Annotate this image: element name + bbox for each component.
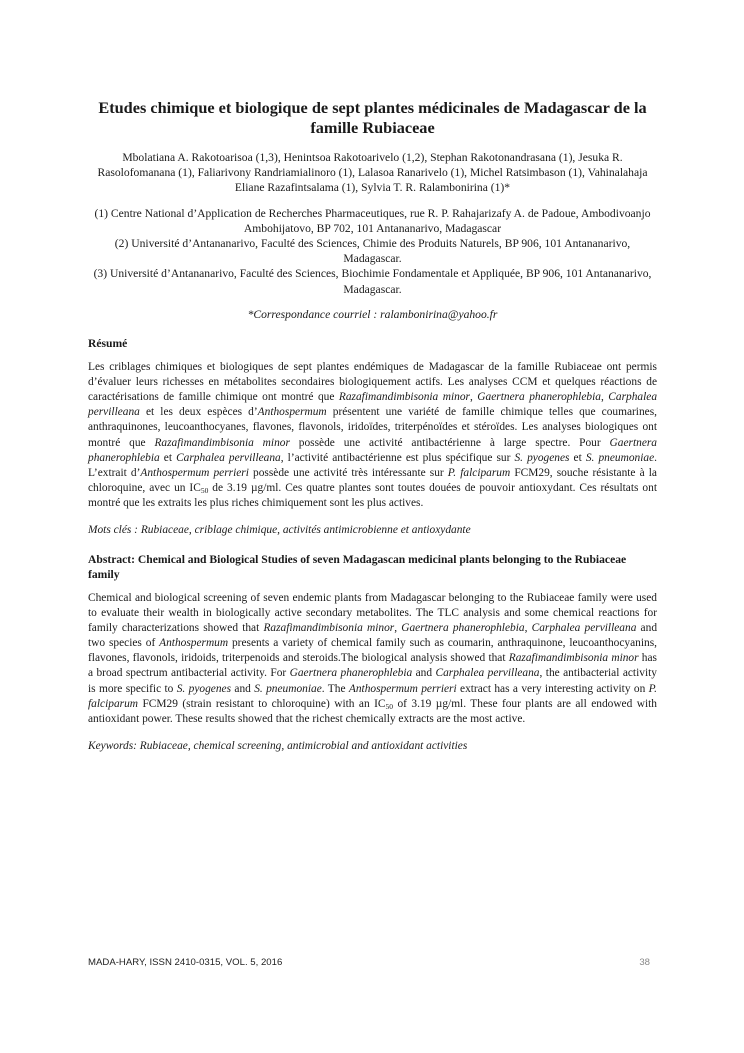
species-name: Carphalea pervilleana [531, 622, 637, 635]
species-name: Carphalea pervilleana [176, 451, 281, 464]
species-name: P. falciparum [88, 682, 657, 710]
species-name: S. pneumoniae [254, 682, 322, 695]
abstract-paragraph: Chemical and biological screening of seven endemic plants from Madagascar belonging to the Rubiaceae family were used to evaluate their wealth in biologically active secondary metabolites. The TLC analysis and some chemical reactions for family characterizations showed that Razafimandimbisonia minor, Gaertnera phanerophlebia, Carphalea pervilleana and two species of Anthospermum presents a variety of chemical family such as coumarin, anthraquinone, leucoanthocyanins, flavones, flavonols, iridoids, triterpenoids and steroids.The biological analysis showed that Razafimandimbisonia minor has a broad spectrum antibacterial activity. For Gaertnera phanerophlebia and Carphalea pervilleana, the antibacterial activity is more specific to S. pyogenes and S. pneumoniae. The Anthospermum perrieri extract has a very interesting activity on P. falciparum FCM29 (strain resistant to chloroquine) with an $IC_{50}$ of 3.19 µg/ml. These four plants are all endowed with antioxidant power. These results showed that the richest chemically extracts are the most active. [88, 591, 658, 725]
species-name: Razafimandimbisonia minor [508, 652, 639, 665]
resume-paragraph: Les criblages chimiques et biologiques de sept plantes endémiques de Madagascar de la famille Rubiaceae ont permis d’évaluer leurs richesses en métabolites secondaires biologiquement actifs. Les analyses CCM et quelques réactions de caractérisations de famille chimique ont montré que Razafimandimbisonia minor, Gaertnera phanerophlebia, Carphalea pervilleana et les deux espèces d’Anthospermum présentent une variété de famille chimique telles que coumarines, anthraquinones, leucoanthocyanes, flavones, flavonols, iridoïdes, triterpénoïdes et stéroïdes. Les analyses biologiques ont montré que Razafimandimbisonia minor possède une activité antibactérienne à large spectre. Pour Gaertnera phanerophlebia et Carphalea pervilleana, l’activité antibactérienne est plus spécifique sur S. pyogenes et S. pneumoniae. L’extrait d’Anthospermum perrieri possède une activité très intéressante sur P. falciparum FCM29, souche résistante à la chloroquine, avec un $IC_{50}$ de 3.19 µg/ml. Ces quatre plantes sont toutes douées de pouvoir antioxydant. Ces résultats ont montré que les extraits les plus riches chimiquement sont les plus actives. [88, 361, 658, 509]
page-number: 38 [639, 957, 650, 968]
species-name: Razafimandimbisonia minor [263, 622, 395, 635]
species-name: Gaertnera phanerophlebia [289, 667, 413, 680]
author-list: Mbolatiana A. Rakotoarisoa (1,3), Henintsoa Rakotoarivelo (1,2), Stephan Rakotonandrasana (1), Jesuka R. Rasolofomanana (1), Faliarivony Randriamialinoro (1), Lalasoa Ranarivelo (1), Michel Ratsimbason (1), Vahinalahaja Eliane Razafintsalama (1), Sylvia T. R. Ralambonirina (1)* [97, 151, 648, 195]
species-name: S. pyogenes [514, 451, 570, 464]
article-title: Etudes chimique et biologique de sept plantes médicinales de Madagascar de la famille Rubiaceae [98, 98, 647, 137]
affiliation-2: (2) Université d’Antananarivo, Faculté des Sciences, Chimie des Produits Naturels, BP 906, 101 Antananarivo, Madagascar. [114, 237, 631, 266]
journal-citation: MADA-HARY, ISSN 2410-0315, VOL. 5, 2016 [88, 957, 283, 968]
species-name: S. pyogenes [176, 682, 232, 695]
species-name: Anthospermum [257, 406, 327, 419]
species-name: Razafimandimbisonia minor [338, 391, 470, 404]
correspondence-email: *Correspondance courriel : ralambonirina@yahoo.fr [247, 307, 498, 321]
species-name: Anthospermum perrieri [348, 682, 457, 695]
species-name: Gaertnera phanerophlebia [88, 436, 658, 464]
abstract-heading: Abstract: Chemical and Biological Studies of seven Madagascan medicinal plants belonging to the Rubiaceae family [88, 552, 627, 581]
resume-heading: Résumé [88, 337, 128, 351]
affiliations [88, 206, 657, 297]
species-name: Gaertnera phanerophlebia [477, 391, 601, 404]
article-page [88, 98, 657, 768]
species-name: Anthospermum [159, 637, 229, 650]
species-name: Gaertnera phanerophlebia [401, 622, 525, 635]
species-name: S. pneumoniae [585, 451, 655, 464]
species-name: Anthospermum perrieri [140, 466, 249, 479]
keywords: Keywords: Rubiaceae, chemical screening, antimicrobial and antioxidant activities [88, 739, 468, 752]
affiliation-3: (3) Université d’Antananarivo, Faculté des Sciences, Biochimie Fondamentale et Appliquée, BP 906, 101 Antananarivo, Madagascar. [93, 267, 652, 296]
species-name: Carphalea pervilleana [435, 667, 540, 680]
species-name: Carphalea pervilleana [88, 391, 658, 419]
species-name: Razafimandimbisonia minor [154, 436, 290, 449]
mots-cles: Mots clés : Rubiaceae, criblage chimique, activités antimicrobienne et antioxydante [88, 523, 471, 536]
species-name: P. falciparum [447, 466, 511, 479]
affiliation-1: (1) Centre National d’Application de Recherches Pharmaceutiques, rue R. P. Rahajarizafy A. de Padoue, Ambodivoanjo Ambohijatovo, BP 702, 101 Antananarivo, Madagascar [94, 206, 651, 235]
